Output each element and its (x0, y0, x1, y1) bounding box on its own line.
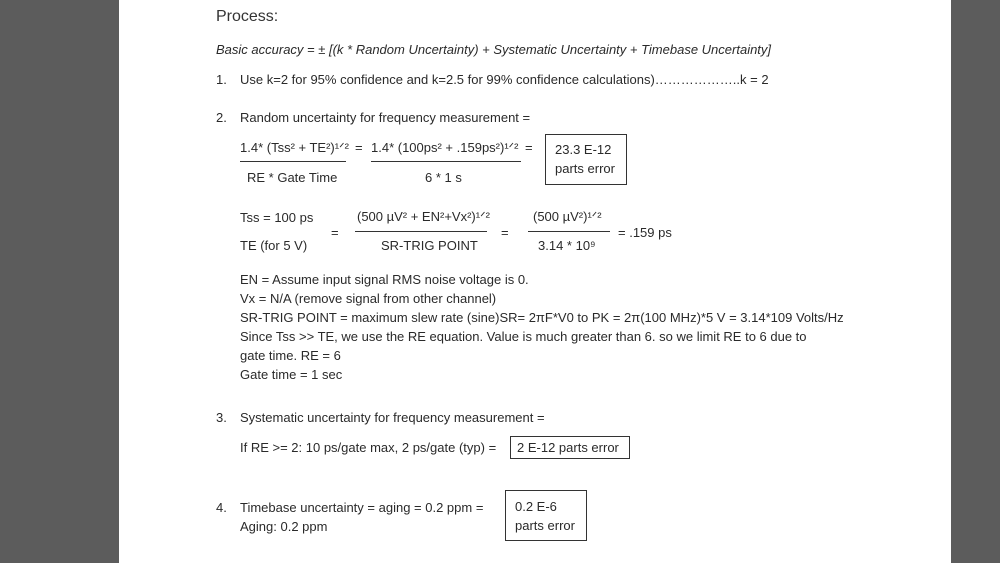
fraction-4-denominator: 3.14 * 10⁹ (538, 238, 596, 253)
fraction-3-numerator: (500 µV² + EN²+Vx²)¹ᐟ² (357, 209, 490, 224)
fraction-2-bar (371, 161, 521, 162)
note-line: Vx = N/A (remove signal from other channel) (240, 291, 497, 306)
random-result-unit: parts error (555, 161, 615, 176)
fraction-4-bar (528, 231, 610, 232)
item-1-text: Use k=2 for 95% confidence and k=2.5 for 99% confidence calculations)………………..k = 2 (240, 72, 769, 87)
section-heading: Process: (216, 8, 279, 25)
item-3-number: 3. (216, 410, 227, 425)
te-label: TE (for 5 V) (240, 238, 308, 253)
timebase-result-value: 0.2 E-6 (515, 499, 557, 514)
fraction-3-denominator: SR-TRIG POINT (381, 238, 478, 253)
note-line: Since Tss >> TE, we use the RE equation. Value is much greater than 6. so we limit RE to 6 due to (240, 329, 807, 344)
basic-accuracy-formula: Basic accuracy = ± [(k * Random Uncertainty) + Systematic Uncertainty + Timebase Uncertainty] (216, 42, 772, 57)
item-4-line-2: Aging: 0.2 ppm (240, 519, 328, 534)
note-line: EN = Assume input signal RMS noise voltage is 0. (240, 272, 529, 287)
item-3-title: Systematic uncertainty for frequency measurement = (240, 410, 545, 425)
equals-sign-4: = (501, 225, 509, 240)
fraction-1-numerator: 1.4* (Tss² + TE²)¹ᐟ² (240, 140, 349, 155)
timebase-uncertainty-result-box (505, 490, 587, 541)
fraction-4-numerator: (500 µV²)¹ᐟ² (533, 209, 602, 224)
note-line: SR-TRIG POINT = maximum slew rate (sine)SR= 2πF*V0 to PK = 2π(100 MHz)*5 V = 3.14*109 Volts/Hz (240, 310, 844, 325)
random-uncertainty-result-box (545, 134, 627, 185)
document-page (119, 0, 951, 563)
equals-sign-1: = (355, 140, 363, 155)
tss-value: Tss = 100 ps (240, 210, 314, 225)
note-line: Gate time = 1 sec (240, 367, 343, 382)
fraction-2-numerator: 1.4* (100ps² + .159ps²)¹ᐟ² (371, 140, 519, 155)
timebase-result-unit: parts error (515, 518, 575, 533)
item-1-number: 1. (216, 72, 227, 87)
systematic-result: 2 E-12 parts error (517, 440, 619, 455)
item-3-line: If RE >= 2: 10 ps/gate max, 2 ps/gate (typ) = (240, 440, 497, 455)
random-result-value: 23.3 E-12 (555, 142, 612, 157)
item-4-line-1: Timebase uncertainty = aging = 0.2 ppm = (240, 500, 484, 515)
fraction-1-denominator: RE * Gate Time (247, 170, 338, 185)
fraction-1-bar (240, 161, 346, 162)
note-line: gate time. RE = 6 (240, 348, 341, 363)
item-2-number: 2. (216, 110, 227, 125)
systematic-uncertainty-result-box (510, 436, 630, 459)
item-2-title: Random uncertainty for frequency measurement = (240, 110, 531, 125)
fraction-2-denominator: 6 * 1 s (425, 170, 462, 185)
item-4-number: 4. (216, 500, 227, 515)
fraction-3-bar (355, 231, 487, 232)
equals-sign-3: = (331, 225, 339, 240)
te-result: = .159 ps (618, 225, 672, 240)
equals-sign-2: = (525, 140, 533, 155)
